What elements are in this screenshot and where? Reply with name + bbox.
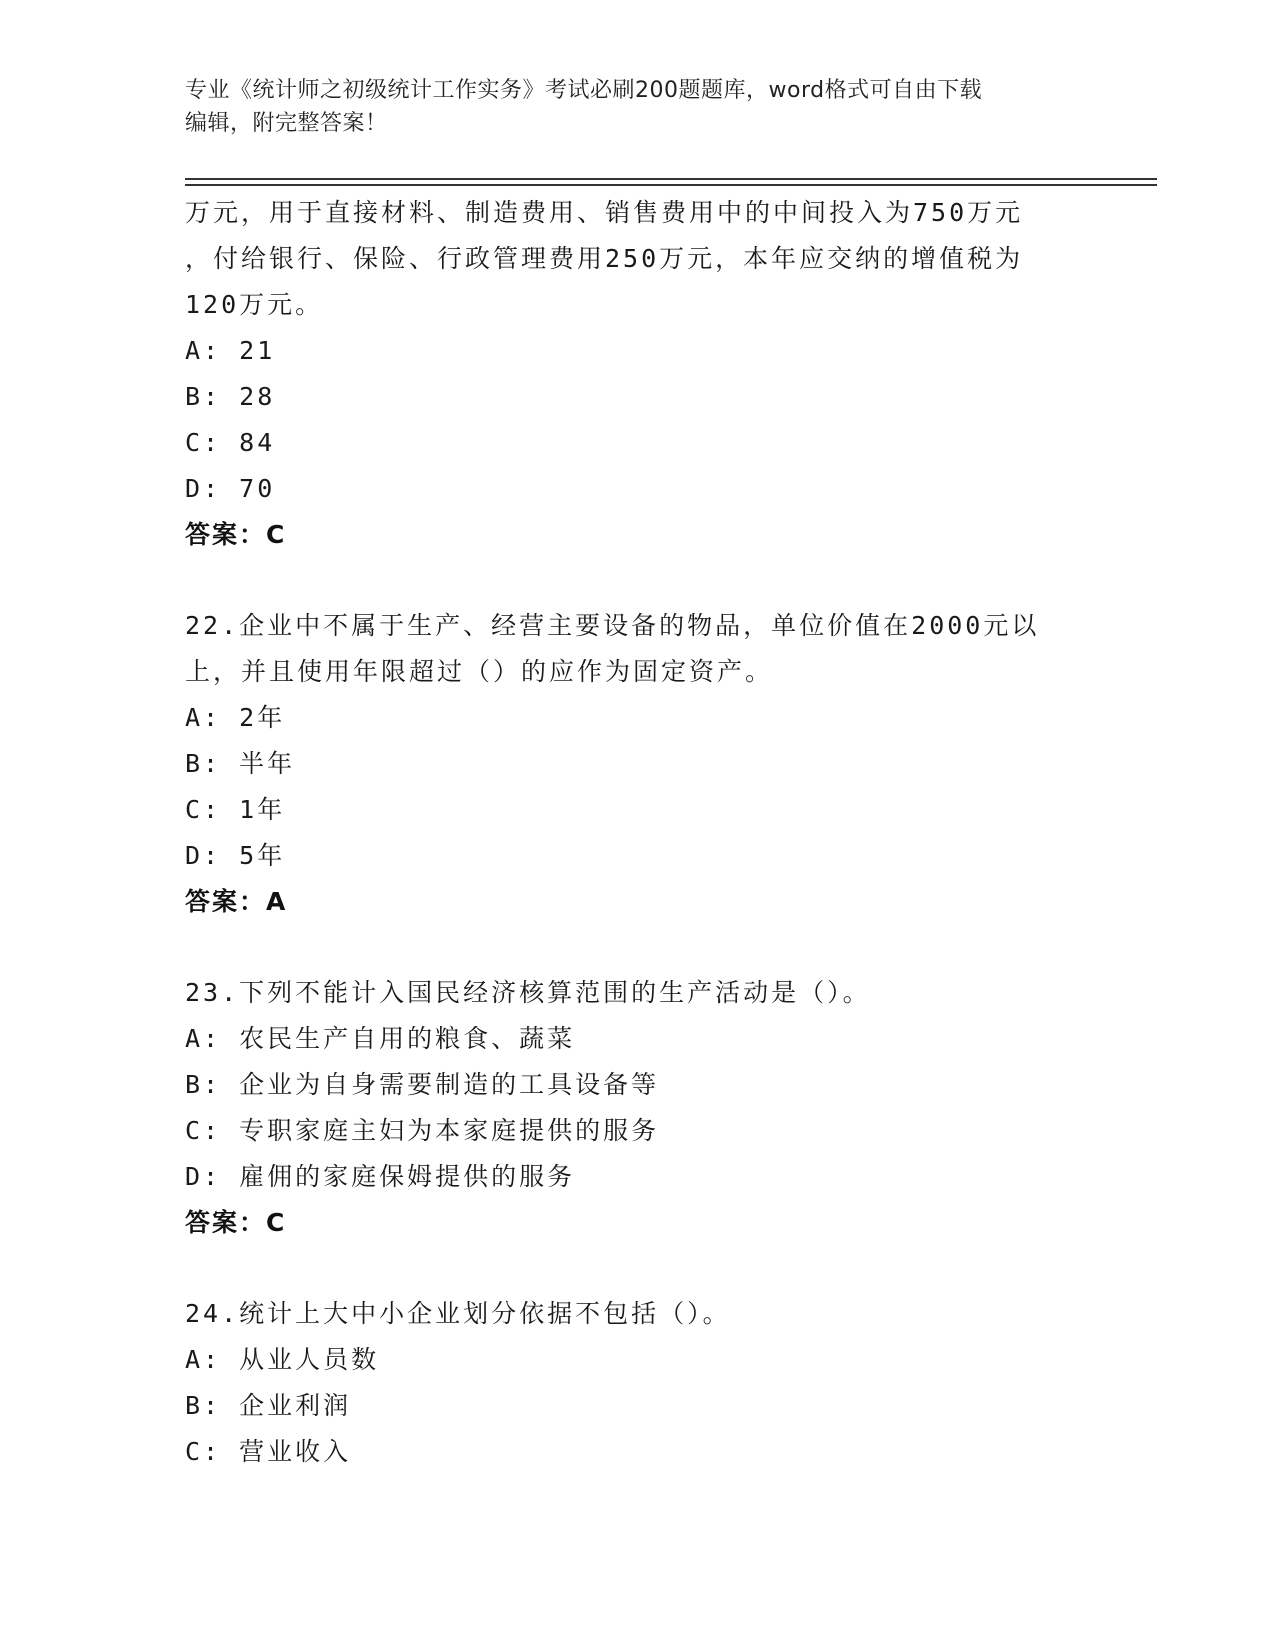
answer-line: 答案：C [185, 520, 287, 549]
question-text-line: 22.企业中不属于生产、经营主要设备的物品，单位价值在2000元以 [185, 611, 1040, 640]
option-c: C: 营业收入 [185, 1437, 352, 1466]
option-a: A: 2年 [185, 703, 286, 732]
header-line-2: 编辑，附完整答案！ [185, 111, 388, 136]
header-divider-top [185, 178, 1157, 180]
document-header [185, 74, 1085, 140]
header-divider-bottom [185, 184, 1157, 186]
answer-line: 答案：C [185, 1208, 287, 1237]
question-text-line: 上，并且使用年限超过（）的应作为固定资产。 [185, 657, 774, 686]
option-b: B: 28 [185, 382, 276, 411]
option-c: C: 84 [185, 428, 276, 457]
option-d: D: 雇佣的家庭保姆提供的服务 [185, 1162, 576, 1191]
question-text-line: 万元，用于直接材料、制造费用、销售费用中的中间投入为750万元 [185, 198, 1024, 227]
question-24 [185, 1291, 1065, 1475]
question-22 [185, 603, 1065, 925]
document-body [185, 190, 1065, 1475]
option-c: C: 专职家庭主妇为本家庭提供的服务 [185, 1116, 660, 1145]
option-b: B: 企业为自身需要制造的工具设备等 [185, 1070, 660, 1099]
question-spacer [185, 925, 1065, 970]
option-c: C: 1年 [185, 795, 286, 824]
option-b: B: 企业利润 [185, 1391, 352, 1420]
question-spacer [185, 558, 1065, 603]
question-text-line: ，付给银行、保险、行政管理费用250万元，本年应交纳的增值税为 [185, 244, 1024, 273]
question-text-line: 24.统计上大中小企业划分依据不包括（）。 [185, 1299, 731, 1328]
option-a: A: 从业人员数 [185, 1345, 380, 1374]
question-text-line: 23.下列不能计入国民经济核算范围的生产活动是（）。 [185, 978, 871, 1007]
option-d: D: 5年 [185, 841, 286, 870]
option-a: A: 农民生产自用的粮食、蔬菜 [185, 1024, 576, 1053]
option-a: A: 21 [185, 336, 276, 365]
question-text-line: 120万元。 [185, 290, 324, 319]
answer-line: 答案：A [185, 887, 288, 916]
question-spacer [185, 1246, 1065, 1291]
question-23 [185, 970, 1065, 1246]
question-21 [185, 190, 1065, 558]
option-b: B: 半年 [185, 749, 296, 778]
option-d: D: 70 [185, 474, 276, 503]
header-line-1: 专业《统计师之初级统计工作实务》考试必刷200题题库，word格式可自由下载 [185, 78, 983, 103]
